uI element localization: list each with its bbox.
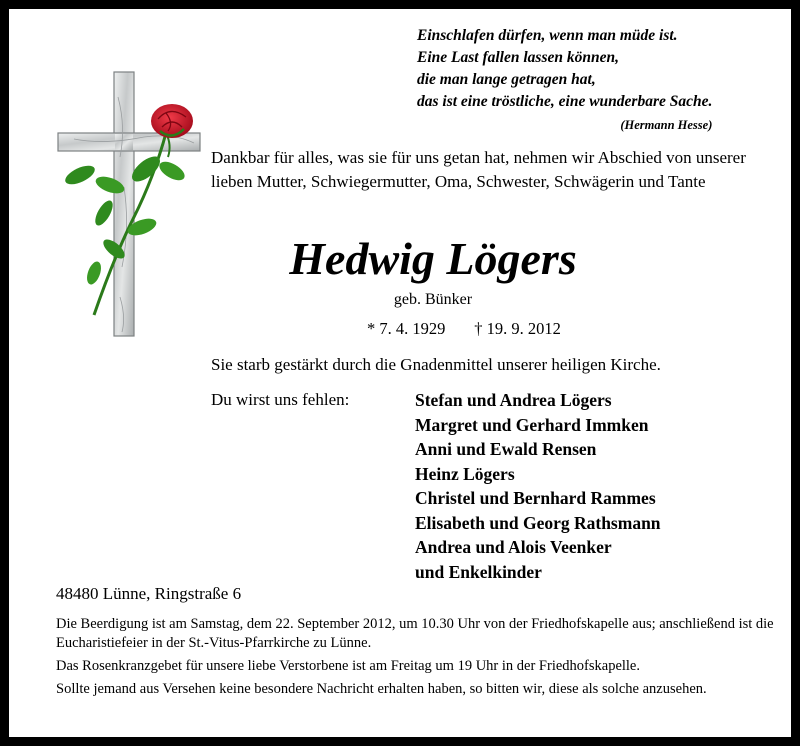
funeral-notes bbox=[56, 615, 784, 703]
death-date: † 19. 9. 2012 bbox=[474, 319, 561, 338]
obituary-card bbox=[9, 9, 791, 737]
intro-text: Dankbar für alles, was sie für uns getan hat, nehmen wir Abschied von unserer lieben Mutter, Schwiegermutter, Oma, Schwester, Schwägerin und Tante bbox=[211, 148, 746, 191]
funeral-note: Das Rosenkranzgebet für unsere liebe Verstorbene ist am Freitag um 19 Uhr in der Friedhofskapelle. bbox=[56, 658, 640, 674]
mourner-entry: Heinz Lögers bbox=[415, 463, 515, 484]
address: 48480 Lünne, Ringstraße 6 bbox=[56, 584, 242, 603]
deceased-name: Hedwig Lögers bbox=[289, 233, 577, 284]
poem-line: Einschlafen dürfen, wenn man müde ist. bbox=[417, 27, 678, 44]
mourner-entry: Anni und Ewald Rensen bbox=[415, 439, 597, 459]
sacrament-text: Sie starb gestärkt durch die Gnadenmittel unserer heiligen Kirche. bbox=[211, 355, 661, 374]
mourner-entry: Elisabeth und Georg Rathsmann bbox=[415, 512, 661, 533]
mourners-label: Du wirst uns fehlen: bbox=[211, 390, 350, 409]
mourner-entry: Andrea und Alois Veenker bbox=[415, 537, 612, 557]
poem-line: die man lange getragen hat, bbox=[417, 71, 596, 88]
funeral-note: Sollte jemand aus Versehen keine besondere Nachricht erhalten haben, so bitten wir, diese als solche anzusehen. bbox=[56, 681, 707, 697]
mourner-entry: und Enkelkinder bbox=[415, 561, 542, 582]
poem bbox=[417, 25, 712, 135]
mourners-list bbox=[415, 388, 661, 584]
poem-line: das ist eine tröstliche, eine wunderbare Sache. bbox=[417, 93, 713, 110]
birth-date: * 7. 4. 1929 bbox=[367, 319, 446, 338]
cross-with-rose-image bbox=[54, 67, 204, 339]
birth-name: geb. Bünker bbox=[393, 291, 473, 308]
mourner-entry: Christel und Bernhard Rammes bbox=[415, 488, 656, 508]
mourner-entry: Stefan und Andrea Lögers bbox=[415, 390, 612, 410]
life-dates bbox=[367, 318, 561, 340]
poem-line: Eine Last fallen lassen können, bbox=[417, 49, 619, 66]
funeral-note: Die Beerdigung ist am Samstag, dem 22. September 2012, um 10.30 Uhr von der Friedhofskapelle aus; anschließend ist die Eucharistiefeier in der St.-Vitus-Pfarrkirche zu Lünne. bbox=[56, 616, 774, 651]
poem-attribution: (Hermann Hesse) bbox=[620, 118, 713, 132]
mourner-entry: Margret und Gerhard Immken bbox=[415, 414, 649, 435]
